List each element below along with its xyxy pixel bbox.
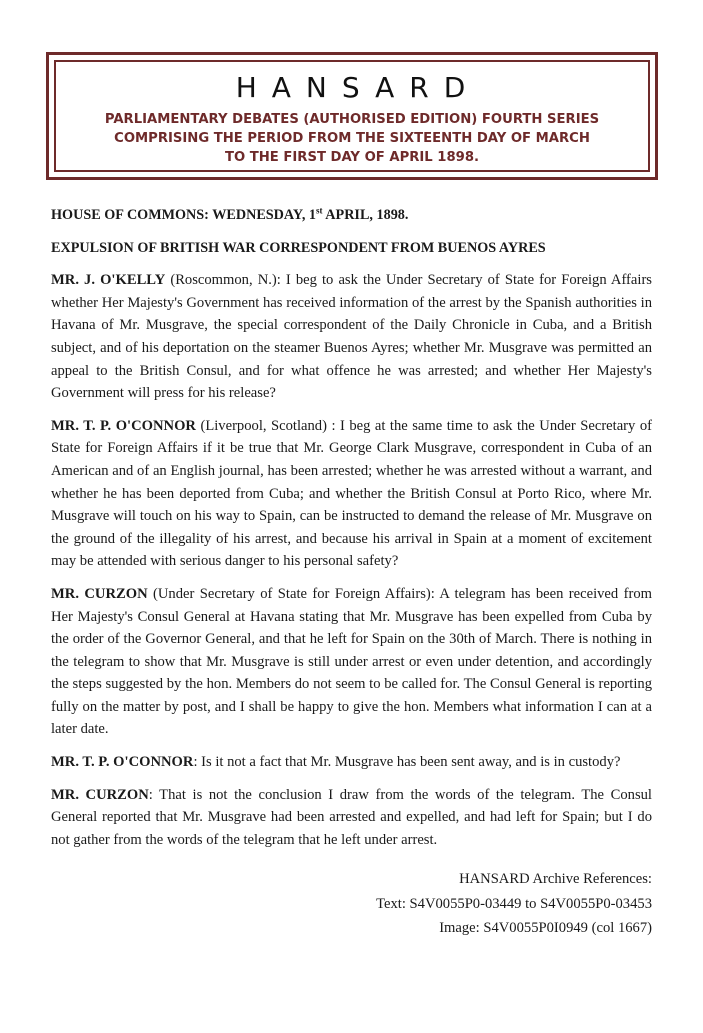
- speech-text: (Under Secretary of State for Foreign Affairs): A telegram has been received from Her Majesty's Consul General at Havana stating that Mr. Musgrave has been expelled from Cuba by the order of the Governor General, and that he left for Spain on the 30th of March. There is nothing in the telegram to show that Mr. Musgrave is still under arrest or even under detention, and accordingly the steps suggested by the hon. Members do not seem to be called for. The Consul General is reporting fully on the matter by post, and I shall be happy to give the hon. Members what information I can at a later date.: [51, 585, 652, 738]
- subtitle-line-3: TO THE FIRST DAY OF APRIL 1898.: [224, 150, 480, 165]
- sitting-suffix: APRIL, 1898.: [322, 207, 409, 223]
- speech-text: (Roscommon, N.): I beg to ask the Under Secretary of State for Foreign Affairs whether Her Majesty's Government has received information of the arrest by the Spanish authorities in Havana of Mr. Musgrave, the special correspondent of the Daily Chronicle in Cuba, and a British subject, and of his deportation on the steamer Buenos Ayres; whether Mr. Musgrave was permitted an appeal to the British Consul, and for what offence he was arrested; and whether Her Majesty's Government will press for his release?: [51, 272, 652, 402]
- speech-okelly: [51, 269, 652, 405]
- archive-references: [51, 867, 652, 941]
- publication-title: HANSARD: [235, 71, 481, 104]
- speaker-name: MR. CURZON: [51, 585, 148, 602]
- speech-text: : Is it not a fact that Mr. Musgrave has been sent away, and is in custody?: [193, 754, 621, 771]
- speaker-name: MR. T. P. O'CONNOR: [51, 417, 196, 434]
- sitting-prefix: HOUSE OF COMMONS: WEDNESDAY, 1: [51, 207, 317, 223]
- speech-curzon-2: [51, 784, 652, 852]
- speech-curzon-1: [51, 583, 652, 741]
- debate-title: EXPULSION OF BRITISH WAR CORRESPONDENT FROM BUENOS AYRES: [51, 239, 546, 256]
- speech-oconnor-1: [51, 415, 652, 573]
- title-banner: [46, 52, 658, 180]
- title-banner-inner: [54, 60, 650, 172]
- references-heading: HANSARD Archive References:: [459, 871, 652, 888]
- text-reference: Text: S4V0055P0-03449 to S4V0055P0-03453: [376, 895, 652, 912]
- speaker-name: MR. J. O'KELLY: [51, 272, 166, 289]
- sitting-heading: [51, 204, 652, 227]
- speaker-name: MR. CURZON: [51, 786, 149, 803]
- speech-oconnor-2: [51, 751, 652, 774]
- speech-text: : That is not the conclusion I draw from the words of the telegram. The Consul General reported that Mr. Musgrave had been arrested and expelled, and had left for Spain; but I do not gather from the words of the telegram that he left under arrest.: [51, 786, 652, 848]
- debate-content: [51, 204, 652, 941]
- image-reference: Image: S4V0055P0I0949 (col 1667): [439, 920, 652, 937]
- speech-text: (Liverpool, Scotland) : I beg at the same time to ask the Under Secretary of State for Foreign Affairs if it be true that Mr. George Clark Musgrave, correspondent in Cuba of an American and of an English journal, has been arrested; whether he was arrested without a warrant, and whether he has been deported from Cuba; and whether the British Consul at Porto Rico, where Mr. Musgrave will touch on his way to Spain, can be instructed to demand the release of Mr. Musgrave on the ground of the illegality of his arrest, and because his arrival in Spain at a moment of excitement may be attended with serious danger to his personal safety?: [51, 417, 652, 570]
- subtitle-line-1: PARLIAMENTARY DEBATES (AUTHORISED EDITION) FOURTH SERIES: [104, 112, 600, 127]
- subtitle-line-2: COMPRISING THE PERIOD FROM THE SIXTEENTH DAY OF MARCH: [114, 131, 590, 146]
- sitting-ordinal: st: [316, 205, 323, 216]
- speaker-name: MR. T. P. O'CONNOR: [51, 754, 194, 771]
